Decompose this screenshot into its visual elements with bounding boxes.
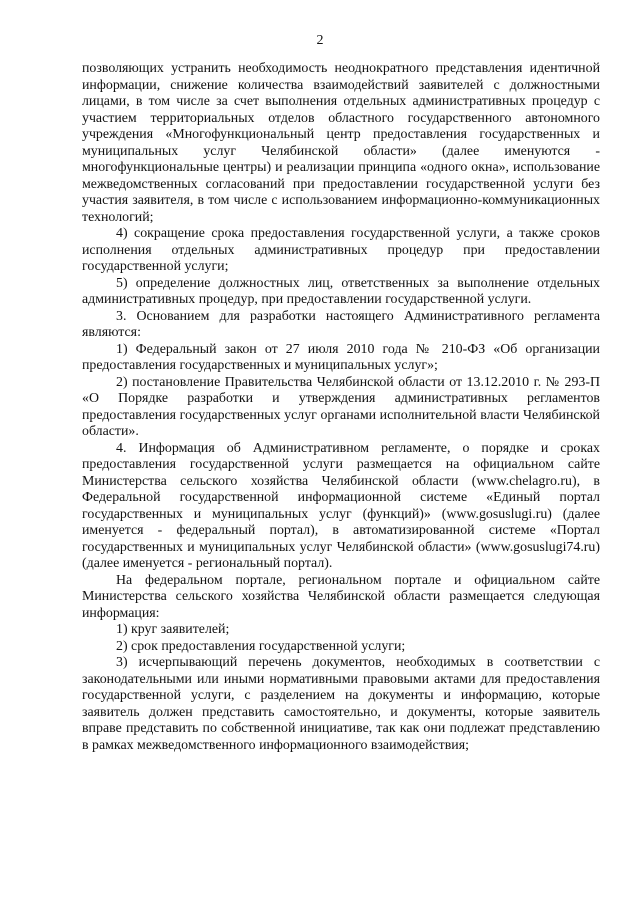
- paragraph-list-service-term: 2) срок предоставления государственной услуги;: [116, 638, 406, 654]
- paragraph-section-4-information: 4. Информация об Административном регламенте, о порядке и сроках предоставления государственной услуги размещается на официальном сайте Министерства сельского хозяйства Челябинской области (www.chelagro.ru), в Федеральной государственной информационной системе «Единый портал государственных и муниципальных услуг (функций)» (www.gosuslugi.ru) (далее именуется - федеральный портал), в автоматизированной системе «Портал государственных и муниципальных услуг Челябинской области» (www.gosuslugi74.ru) (далее именуется - региональный портал).: [82, 440, 600, 571]
- page-number: 2: [316, 33, 324, 48]
- paragraph-list-applicants: 1) круг заявителей;: [116, 622, 230, 637]
- paragraph-list-documents: 3) исчерпывающий перечень документов, необходимых в соответствии с законодательными или иными нормативными правовыми актами для предоставления государственной услуги, с разделением на документы и информацию, которые заявитель должен представить самостоятельно, и документы, которые заявитель вправе представить по собственной инициативе, так как они подлежат представлению в рамках межведомственного информационного взаимодействия;: [82, 655, 600, 753]
- paragraph-portal-information: На федеральном портале, региональном портале и официальном сайте Министерства сельского хозяйства Челябинской области размещается следующая информация:: [82, 572, 600, 621]
- paragraph-section-3-grounds: 3. Основанием для разработки настоящего Административного регламента являются:: [82, 308, 600, 340]
- paragraph-item-4-term-reduction: 4) сокращение срока предоставления государственной услуги, а также сроков исполнения отдельных административных процедур при предоставлении государственной услуги;: [82, 226, 600, 274]
- paragraph-intro-continuation: позволяющих устранить необходимость неоднократного представления идентичной информации, снижение количества взаимодействий заявителей с должностными лицами, в том числе за счет выполнения отдельных административных процедур с участием территориальных отделов областного государственного автономного учреждения «Многофункциональный центр предоставления государственных и муниципальных услуг Челябинской области» (далее именуются - многофункциональные центры) и реализации принципа «одного окна», использование межведомственных согласований при предоставлении государственной услуги без участия заявителя, в том числе с использованием информационно-коммуникационных технологий;: [82, 61, 600, 225]
- document-body: [82, 61, 600, 754]
- paragraph-item-5-officials: 5) определение должностных лиц, ответственных за выполнение отдельных административных процедур, при предоставлении государственной услуги.: [82, 275, 600, 307]
- paragraph-federal-law: 1) Федеральный закон от 27 июля 2010 года № 210-ФЗ «Об организации предоставления государственных и муниципальных услуг»;: [82, 341, 600, 373]
- paragraph-government-resolution: 2) постановление Правительства Челябинской области от 13.12.2010 г. № 293-П «О Порядке разработки и утверждения административных регламентов предоставления государственных услуг органами исполнительной власти Челябинской области».: [82, 374, 600, 439]
